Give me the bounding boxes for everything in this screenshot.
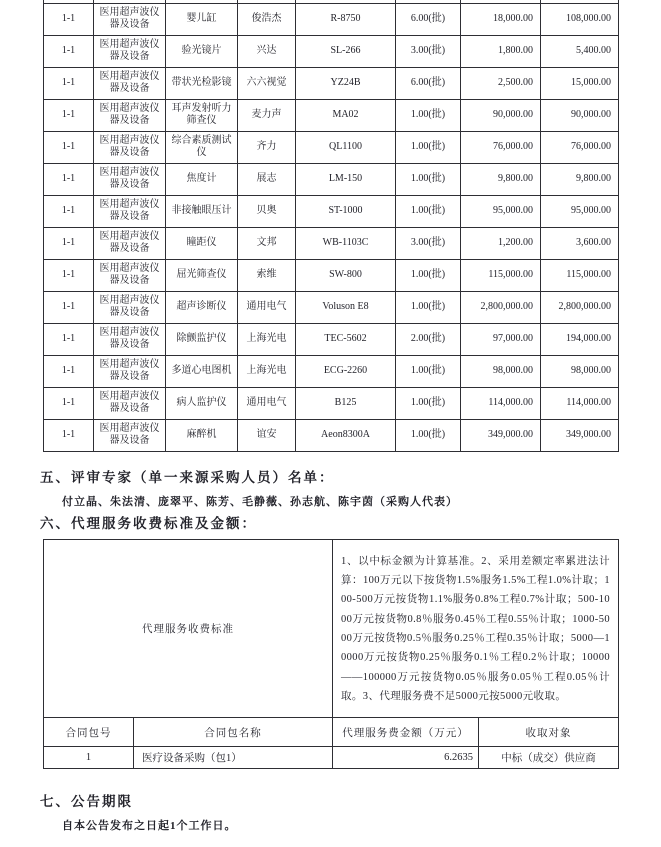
cell-model: SL-266 — [296, 35, 396, 67]
cell-model: YZ24B — [296, 67, 396, 99]
header-package-no: 合同包号 — [44, 718, 134, 747]
cell-fee-amount: 6.2635 — [333, 747, 479, 769]
cell-unit-price: 76,000.00 — [461, 131, 541, 163]
cell-unit-price: 1,800.00 — [461, 35, 541, 67]
cell-charge-target: 中标（成交）供应商 — [479, 747, 619, 769]
section7-title: 七、公告期限 — [40, 794, 133, 809]
fee-standard-label: 代理服务收费标准 — [44, 540, 333, 718]
cell-item-name: 瞳距仪 — [166, 227, 238, 259]
cell-brand: 索维 — [238, 259, 296, 291]
cell-category: 医用超声波仪器及设备 — [94, 291, 166, 323]
cell-total-price: 90,000.00 — [541, 99, 619, 131]
cell-model: ST-1000 — [296, 195, 396, 227]
fee-table-header-row — [44, 718, 619, 747]
cell-package-no: 1-1 — [44, 35, 94, 67]
cell-unit-price: 2,800,000.00 — [461, 291, 541, 323]
table-row — [44, 355, 619, 387]
cell-item-name: 多道心电图机 — [166, 355, 238, 387]
cell-item-name: 非接触眼压计 — [166, 195, 238, 227]
cell-unit-price: 97,000.00 — [461, 323, 541, 355]
cell-quantity: 1.00(批) — [396, 355, 461, 387]
cell-total-price: 9,800.00 — [541, 163, 619, 195]
cell-category: 医用超声波仪器及设备 — [94, 35, 166, 67]
cell-total-price: 98,000.00 — [541, 355, 619, 387]
cell-unit-price: 98,000.00 — [461, 355, 541, 387]
cell-package-no: 1 — [44, 747, 134, 769]
table-row — [44, 291, 619, 323]
cell-package-name: 医疗设备采购（包1） — [134, 747, 333, 769]
cell-unit-price: 114,000.00 — [461, 387, 541, 419]
cell-quantity: 1.00(批) — [396, 387, 461, 419]
cell-package-no: 1-1 — [44, 419, 94, 451]
cell-model: Voluson E8 — [296, 291, 396, 323]
table-row — [44, 99, 619, 131]
fee-table-data-row — [44, 747, 619, 769]
cell-category: 医用超声波仪器及设备 — [94, 355, 166, 387]
cell-item-name: 屈光筛查仪 — [166, 259, 238, 291]
cell-unit-price: 90,000.00 — [461, 99, 541, 131]
cell-total-price: 108,000.00 — [541, 3, 619, 35]
cell-brand: 贝奥 — [238, 195, 296, 227]
cell-unit-price: 2,500.00 — [461, 67, 541, 99]
cell-category: 医用超声波仪器及设备 — [94, 387, 166, 419]
cell-total-price: 194,000.00 — [541, 323, 619, 355]
cell-category: 医用超声波仪器及设备 — [94, 259, 166, 291]
fee-standard-row — [44, 540, 619, 718]
cell-unit-price: 1,200.00 — [461, 227, 541, 259]
cell-package-no: 1-1 — [44, 195, 94, 227]
cell-category: 医用超声波仪器及设备 — [94, 99, 166, 131]
cell-quantity: 2.00(批) — [396, 323, 461, 355]
cell-brand: 俊浩杰 — [238, 3, 296, 35]
table-row — [44, 387, 619, 419]
header-package-name: 合同包名称 — [134, 718, 333, 747]
cell-category: 医用超声波仪器及设备 — [94, 419, 166, 451]
cell-brand: 通用电气 — [238, 387, 296, 419]
table-row — [44, 3, 619, 35]
cell-package-no: 1-1 — [44, 387, 94, 419]
table-row — [44, 419, 619, 451]
cell-unit-price: 349,000.00 — [461, 419, 541, 451]
cell-item-name: 验光镜片 — [166, 35, 238, 67]
section7-body: 自本公告发布之日起1个工作日。 — [62, 820, 237, 832]
cell-category: 医用超声波仪器及设备 — [94, 3, 166, 35]
cell-model: B125 — [296, 387, 396, 419]
cell-category: 医用超声波仪器及设备 — [94, 195, 166, 227]
cell-brand: 六六视觉 — [238, 67, 296, 99]
cell-total-price: 5,400.00 — [541, 35, 619, 67]
cell-total-price: 114,000.00 — [541, 387, 619, 419]
cell-item-name: 综合素质测试仪 — [166, 131, 238, 163]
cell-unit-price: 95,000.00 — [461, 195, 541, 227]
cell-model: MA02 — [296, 99, 396, 131]
cell-total-price: 115,000.00 — [541, 259, 619, 291]
cell-total-price: 349,000.00 — [541, 419, 619, 451]
cell-total-price: 95,000.00 — [541, 195, 619, 227]
cell-package-no: 1-1 — [44, 323, 94, 355]
items-table — [43, 0, 619, 452]
cell-package-no: 1-1 — [44, 259, 94, 291]
cell-brand: 文邦 — [238, 227, 296, 259]
cell-category: 医用超声波仪器及设备 — [94, 323, 166, 355]
cell-brand: 麦力声 — [238, 99, 296, 131]
cell-total-price: 2,800,000.00 — [541, 291, 619, 323]
cell-item-name: 除颤监护仪 — [166, 323, 238, 355]
section5-expert-names: 付立晶、朱法清、庞翠平、陈芳、毛静薇、孙志航、陈宇茵（采购人代表） — [62, 496, 458, 508]
items-table-body — [44, 0, 619, 451]
cell-package-no: 1-1 — [44, 3, 94, 35]
cell-unit-price: 9,800.00 — [461, 163, 541, 195]
cell-model: R-8750 — [296, 3, 396, 35]
cell-item-name: 焦度计 — [166, 163, 238, 195]
header-fee-amount: 代理服务费金额（万元） — [333, 718, 479, 747]
cell-quantity: 1.00(批) — [396, 195, 461, 227]
cell-item-name: 病人监护仪 — [166, 387, 238, 419]
table-row — [44, 163, 619, 195]
cell-quantity: 1.00(批) — [396, 163, 461, 195]
section5-title: 五、评审专家（单一来源采购人员）名单： — [40, 470, 335, 485]
cell-unit-price: 18,000.00 — [461, 3, 541, 35]
table-row — [44, 227, 619, 259]
cell-total-price: 76,000.00 — [541, 131, 619, 163]
cell-quantity: 1.00(批) — [396, 291, 461, 323]
table-row — [44, 35, 619, 67]
cell-quantity: 1.00(批) — [396, 259, 461, 291]
cell-quantity: 3.00(批) — [396, 35, 461, 67]
cell-brand: 齐力 — [238, 131, 296, 163]
cell-unit-price: 115,000.00 — [461, 259, 541, 291]
section6-title: 六、代理服务收费标准及金额： — [40, 516, 257, 531]
fee-standard-description: 1、以中标金额为计算基准。2、采用差额定率累进法计算：100万元以下按货物1.5%服务1.5%工程1.0%计取；100-500万元按货物1.1%服务0.8%工程0.7%计取；500-1000万元按货物0.8％服务0.45％工程0.55％计取；1000-5000万元按货物0.5％服务0.25％工程0.35％计取；5000—10000万元按货物0.25％服务0.1％工程0.2％计取；10000——100000万元按货物0.05％服务0.05％工程0.05％计取。3、代理服务费不足5000元按5000元收取。 — [333, 540, 619, 718]
cell-quantity: 3.00(批) — [396, 227, 461, 259]
cell-package-no: 1-1 — [44, 99, 94, 131]
table-row — [44, 131, 619, 163]
cell-model: SW-800 — [296, 259, 396, 291]
cell-brand: 通用电气 — [238, 291, 296, 323]
cell-brand: 上海光电 — [238, 323, 296, 355]
cell-model: TEC-5602 — [296, 323, 396, 355]
cell-brand: 谊安 — [238, 419, 296, 451]
cell-brand: 兴达 — [238, 35, 296, 67]
cell-total-price: 3,600.00 — [541, 227, 619, 259]
header-charge-target: 收取对象 — [479, 718, 619, 747]
cell-quantity: 6.00(批) — [396, 3, 461, 35]
table-row — [44, 67, 619, 99]
agency-fee-table — [43, 539, 619, 769]
cell-category: 医用超声波仪器及设备 — [94, 227, 166, 259]
cell-quantity: 1.00(批) — [396, 131, 461, 163]
cell-quantity: 6.00(批) — [396, 67, 461, 99]
cell-category: 医用超声波仪器及设备 — [94, 131, 166, 163]
cell-brand: 展志 — [238, 163, 296, 195]
cell-model: WB-1103C — [296, 227, 396, 259]
cell-item-name: 婴儿缸 — [166, 3, 238, 35]
cell-model: ECG-2260 — [296, 355, 396, 387]
table-row — [44, 259, 619, 291]
cell-item-name: 超声诊断仪 — [166, 291, 238, 323]
cell-quantity: 1.00(批) — [396, 99, 461, 131]
cell-total-price: 15,000.00 — [541, 67, 619, 99]
cell-category: 医用超声波仪器及设备 — [94, 67, 166, 99]
cell-model: Aeon8300A — [296, 419, 396, 451]
cell-item-name: 麻醉机 — [166, 419, 238, 451]
cell-category: 医用超声波仪器及设备 — [94, 163, 166, 195]
table-row — [44, 195, 619, 227]
cell-item-name: 耳声发射听力筛查仪 — [166, 99, 238, 131]
cell-item-name: 带状光检影镜 — [166, 67, 238, 99]
cell-package-no: 1-1 — [44, 131, 94, 163]
cell-model: QL1100 — [296, 131, 396, 163]
cell-model: LM-150 — [296, 163, 396, 195]
table-row — [44, 323, 619, 355]
cell-package-no: 1-1 — [44, 227, 94, 259]
cell-package-no: 1-1 — [44, 355, 94, 387]
cell-quantity: 1.00(批) — [396, 419, 461, 451]
cell-package-no: 1-1 — [44, 67, 94, 99]
cell-package-no: 1-1 — [44, 291, 94, 323]
cell-package-no: 1-1 — [44, 163, 94, 195]
cell-brand: 上海光电 — [238, 355, 296, 387]
